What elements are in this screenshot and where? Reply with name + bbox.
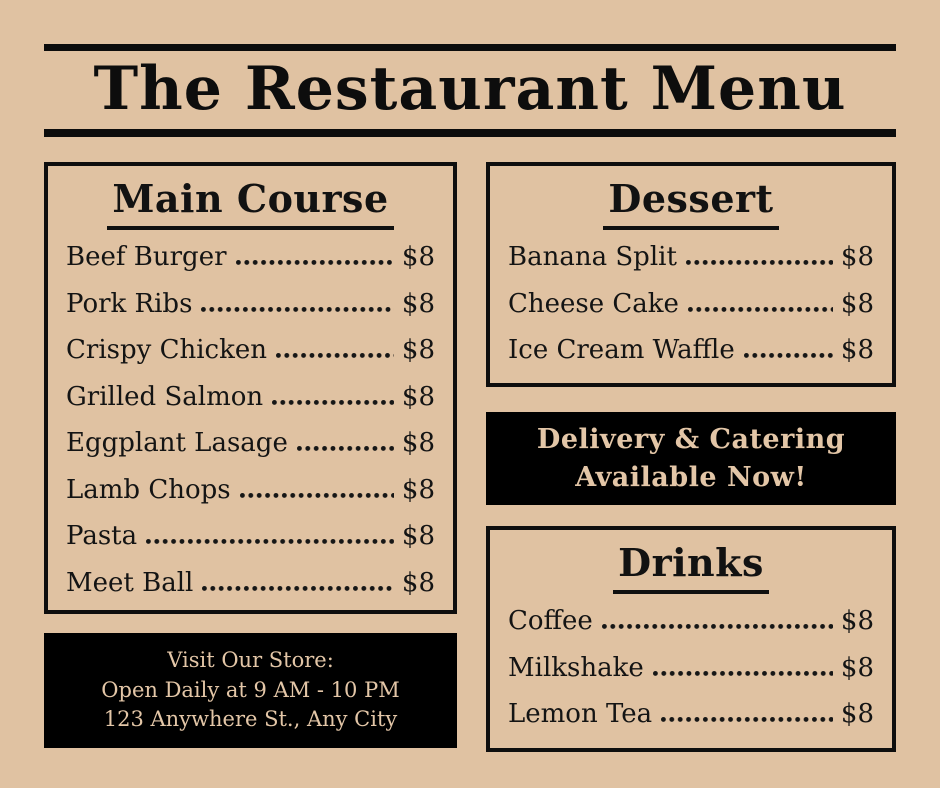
item-price: $8 bbox=[840, 335, 874, 365]
delivery-promo-banner bbox=[486, 412, 896, 505]
main-course-heading bbox=[66, 176, 435, 230]
dessert-heading bbox=[508, 176, 874, 230]
promo-line-1: Delivery & Catering bbox=[536, 423, 846, 455]
item-name: Milkshake bbox=[508, 652, 644, 683]
menu-item bbox=[508, 606, 874, 653]
menu-item bbox=[66, 335, 435, 382]
dotted-leader bbox=[201, 307, 393, 312]
left-column bbox=[44, 162, 457, 748]
item-name: Pork Ribs bbox=[66, 288, 193, 319]
drinks-heading bbox=[508, 540, 874, 594]
store-info-line-2: Open Daily at 9 AM - 10 PM bbox=[101, 677, 400, 702]
dotted-leader bbox=[202, 586, 394, 591]
dotted-leader bbox=[653, 671, 833, 676]
dessert-heading-text: Dessert bbox=[603, 176, 778, 230]
item-name: Beef Burger bbox=[66, 242, 227, 272]
menu-columns bbox=[44, 162, 896, 752]
item-price: $8 bbox=[401, 428, 435, 458]
item-price: $8 bbox=[401, 242, 435, 272]
menu-item bbox=[66, 428, 435, 475]
item-price: $8 bbox=[401, 335, 435, 365]
promo-line-2: Available Now! bbox=[575, 461, 807, 493]
item-name: Grilled Salmon bbox=[66, 381, 264, 412]
main-course-items bbox=[66, 242, 435, 614]
item-name: Cheese Cake bbox=[508, 288, 679, 319]
item-price: $8 bbox=[840, 699, 874, 729]
store-info-line-1: Visit Our Store: bbox=[167, 648, 334, 673]
menu-item bbox=[508, 242, 874, 289]
dotted-leader bbox=[297, 446, 394, 451]
item-price: $8 bbox=[840, 288, 874, 319]
dotted-leader bbox=[686, 260, 833, 265]
menu-item bbox=[66, 521, 435, 568]
item-price: $8 bbox=[401, 381, 435, 412]
menu-item bbox=[508, 335, 874, 382]
item-price: $8 bbox=[401, 521, 435, 551]
drinks-items bbox=[508, 606, 874, 746]
menu-item bbox=[66, 289, 435, 336]
dotted-leader bbox=[240, 493, 394, 498]
store-info-banner bbox=[44, 633, 457, 748]
item-name: Pasta bbox=[66, 521, 138, 551]
item-price: $8 bbox=[401, 288, 435, 319]
dessert-items bbox=[508, 242, 874, 382]
dotted-leader bbox=[146, 539, 394, 544]
item-name: Banana Split bbox=[508, 242, 677, 272]
menu-item bbox=[508, 699, 874, 746]
section-dessert bbox=[486, 162, 896, 387]
item-name: Eggplant Lasage bbox=[66, 428, 288, 458]
title-rule-top bbox=[44, 44, 896, 51]
dotted-leader bbox=[688, 307, 833, 312]
menu-item bbox=[508, 289, 874, 336]
dotted-leader bbox=[661, 717, 833, 722]
dotted-leader bbox=[744, 353, 833, 358]
menu-item bbox=[66, 382, 435, 429]
title-rule-bottom bbox=[44, 129, 896, 137]
item-price: $8 bbox=[401, 474, 435, 505]
page-title: The Restaurant Menu bbox=[93, 54, 847, 124]
section-drinks bbox=[486, 526, 896, 752]
item-name: Coffee bbox=[508, 606, 593, 636]
menu-item bbox=[66, 568, 435, 615]
menu-item bbox=[66, 475, 435, 522]
dotted-leader bbox=[236, 260, 394, 265]
item-price: $8 bbox=[401, 567, 435, 598]
item-name: Lemon Tea bbox=[508, 699, 653, 729]
right-column bbox=[486, 162, 896, 752]
item-name: Meet Ball bbox=[66, 567, 194, 598]
item-price: $8 bbox=[840, 606, 874, 636]
item-name: Lamb Chops bbox=[66, 474, 231, 505]
section-main-course bbox=[44, 162, 457, 614]
dotted-leader bbox=[272, 400, 394, 405]
drinks-heading-text: Drinks bbox=[613, 540, 769, 594]
item-name: Crispy Chicken bbox=[66, 335, 267, 365]
item-price: $8 bbox=[840, 652, 874, 683]
main-course-heading-text: Main Course bbox=[107, 176, 393, 230]
item-name: Ice Cream Waffle bbox=[508, 335, 735, 365]
store-info-line-3: 123 Anywhere St., Any City bbox=[103, 707, 398, 732]
menu-item bbox=[508, 653, 874, 700]
dotted-leader bbox=[276, 353, 394, 358]
dotted-leader bbox=[602, 624, 833, 629]
item-price: $8 bbox=[840, 242, 874, 272]
menu-item bbox=[66, 242, 435, 289]
